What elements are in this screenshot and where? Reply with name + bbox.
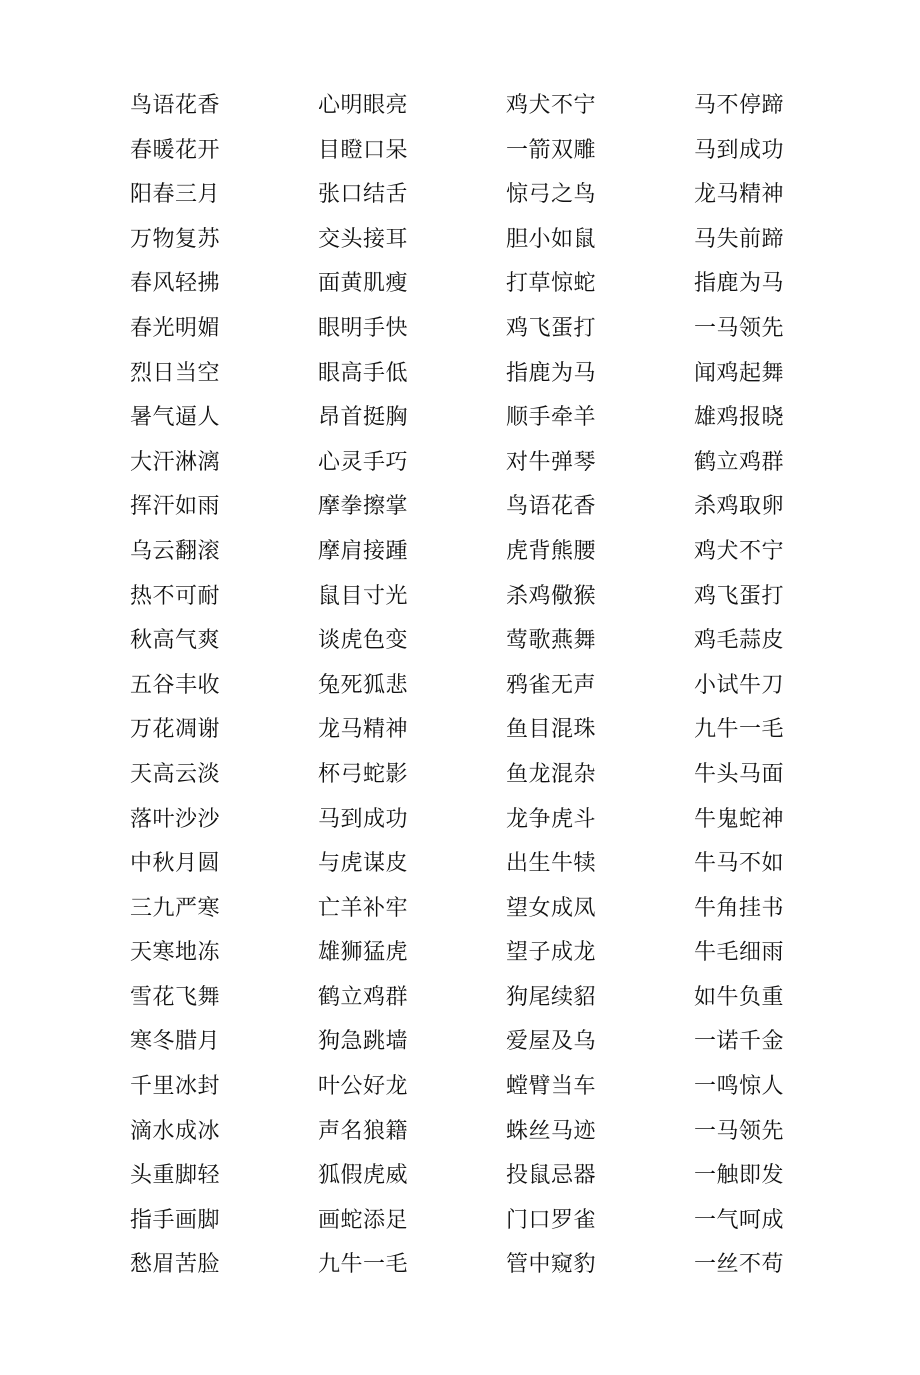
idiom-cell: 投鼠忌器 — [506, 1163, 597, 1189]
idiom-cell: 一箭双雕 — [506, 137, 597, 163]
idiom-cell: 张口结舌 — [318, 182, 409, 208]
idiom-cell: 莺歌燕舞 — [506, 628, 597, 654]
idiom-cell: 鱼龙混杂 — [506, 761, 597, 787]
idiom-cell: 热不可耐 — [130, 583, 221, 609]
idiom-cell: 千里冰封 — [130, 1074, 221, 1100]
idiom-cell: 门口罗雀 — [506, 1207, 597, 1233]
idiom-cell: 鸡飞蛋打 — [694, 583, 785, 609]
idiom-cell: 一马领先 — [694, 1118, 785, 1144]
idiom-cell: 指鹿为马 — [506, 360, 597, 386]
idiom-cell: 万花凋谢 — [130, 717, 221, 743]
idiom-cell: 马到成功 — [694, 137, 785, 163]
idiom-cell: 马到成功 — [318, 806, 409, 832]
idiom-cell: 春暖花开 — [130, 137, 221, 163]
idiom-cell: 阳春三月 — [130, 182, 221, 208]
idiom-cell: 滴水成冰 — [130, 1118, 221, 1144]
idiom-cell: 鸡毛蒜皮 — [694, 628, 785, 654]
idiom-cell: 秋高气爽 — [130, 628, 221, 654]
idiom-cell: 牛头马面 — [694, 761, 785, 787]
idiom-cell: 杯弓蛇影 — [318, 761, 409, 787]
idiom-cell: 春风轻拂 — [130, 271, 221, 297]
idiom-cell: 乌云翻滚 — [130, 538, 221, 564]
idiom-cell: 小试牛刀 — [694, 672, 785, 698]
idiom-cell: 与虎谋皮 — [318, 851, 409, 877]
idiom-cell: 万物复苏 — [130, 226, 221, 252]
idiom-cell: 牛马不如 — [694, 851, 785, 877]
idiom-cell: 三九严寒 — [130, 895, 221, 921]
idiom-cell: 杀鸡儆猴 — [506, 583, 597, 609]
idiom-cell: 狗急跳墙 — [318, 1029, 409, 1055]
idiom-cell: 落叶沙沙 — [130, 806, 221, 832]
idiom-cell: 大汗淋漓 — [130, 449, 221, 475]
idiom-cell: 雄鸡报晓 — [694, 405, 785, 431]
idiom-cell: 昂首挺胸 — [318, 405, 409, 431]
idiom-cell: 烈日当空 — [130, 360, 221, 386]
idiom-cell: 天高云淡 — [130, 761, 221, 787]
idiom-cell: 马不停蹄 — [694, 93, 785, 118]
idiom-cell: 声名狼籍 — [318, 1118, 409, 1144]
idiom-cell: 鼠目寸光 — [318, 583, 409, 609]
idiom-cell: 顺手牵羊 — [506, 405, 597, 431]
idiom-cell: 摩肩接踵 — [318, 538, 409, 564]
idiom-grid — [130, 84, 814, 1288]
idiom-cell: 一气呵成 — [694, 1207, 785, 1233]
idiom-cell: 心灵手巧 — [318, 449, 409, 475]
idiom-cell: 一马领先 — [694, 315, 785, 341]
idiom-cell: 龙马精神 — [694, 182, 785, 208]
idiom-cell: 眼高手低 — [318, 360, 409, 386]
idiom-cell: 愁眉苦脸 — [130, 1252, 221, 1278]
idiom-cell: 寒冬腊月 — [130, 1029, 221, 1055]
idiom-cell: 蛛丝马迹 — [506, 1118, 597, 1144]
idiom-cell: 牛角挂书 — [694, 895, 785, 921]
idiom-cell: 鹤立鸡群 — [318, 984, 409, 1010]
idiom-cell: 打草惊蛇 — [506, 271, 597, 297]
idiom-cell: 闻鸡起舞 — [694, 360, 785, 386]
idiom-cell: 鸟语花香 — [130, 93, 221, 118]
idiom-cell: 指鹿为马 — [694, 271, 785, 297]
idiom-cell: 虎背熊腰 — [506, 538, 597, 564]
idiom-cell: 鹤立鸡群 — [694, 449, 785, 475]
idiom-cell: 龙马精神 — [318, 717, 409, 743]
idiom-cell: 龙争虎斗 — [506, 806, 597, 832]
idiom-cell: 头重脚轻 — [130, 1163, 221, 1189]
idiom-cell: 对牛弹琴 — [506, 449, 597, 475]
idiom-cell: 管中窥豹 — [506, 1252, 597, 1278]
idiom-cell: 叶公好龙 — [318, 1074, 409, 1100]
idiom-cell: 摩拳擦掌 — [318, 494, 409, 520]
idiom-cell: 五谷丰收 — [130, 672, 221, 698]
idiom-cell: 出生牛犊 — [506, 851, 597, 877]
idiom-cell: 暑气逼人 — [130, 405, 221, 431]
idiom-cell: 胆小如鼠 — [506, 226, 597, 252]
idiom-cell: 兔死狐悲 — [318, 672, 409, 698]
idiom-cell: 马失前蹄 — [694, 226, 785, 252]
idiom-cell: 雄狮猛虎 — [318, 940, 409, 966]
idiom-cell: 牛鬼蛇神 — [694, 806, 785, 832]
idiom-cell: 一触即发 — [694, 1163, 785, 1189]
idiom-cell: 望女成凤 — [506, 895, 597, 921]
idiom-cell: 螳臂当车 — [506, 1074, 597, 1100]
idiom-cell: 春光明媚 — [130, 315, 221, 341]
idiom-cell: 爱屋及乌 — [506, 1029, 597, 1055]
idiom-cell: 交头接耳 — [318, 226, 409, 252]
idiom-cell: 杀鸡取卵 — [694, 494, 785, 520]
idiom-cell: 指手画脚 — [130, 1207, 221, 1233]
idiom-cell: 一丝不苟 — [694, 1252, 785, 1278]
idiom-cell: 狐假虎威 — [318, 1163, 409, 1189]
idiom-cell: 鸦雀无声 — [506, 672, 597, 698]
idiom-cell: 如牛负重 — [694, 984, 785, 1010]
idiom-cell: 鸡犬不宁 — [694, 538, 785, 564]
idiom-cell: 望子成龙 — [506, 940, 597, 966]
idiom-cell: 眼明手快 — [318, 315, 409, 341]
idiom-cell: 心明眼亮 — [318, 93, 409, 118]
idiom-cell: 惊弓之鸟 — [506, 182, 597, 208]
idiom-cell: 鸡犬不宁 — [506, 93, 597, 118]
idiom-cell: 九牛一毛 — [694, 717, 785, 743]
idiom-cell: 画蛇添足 — [318, 1207, 409, 1233]
idiom-cell: 鱼目混珠 — [506, 717, 597, 743]
idiom-cell: 目瞪口呆 — [318, 137, 409, 163]
idiom-cell: 天寒地冻 — [130, 940, 221, 966]
idiom-cell: 挥汗如雨 — [130, 494, 221, 520]
idiom-cell: 九牛一毛 — [318, 1252, 409, 1278]
idiom-cell: 面黄肌瘦 — [318, 271, 409, 297]
idiom-cell: 鸟语花香 — [506, 494, 597, 520]
idiom-cell: 谈虎色变 — [318, 628, 409, 654]
idiom-cell: 鸡飞蛋打 — [506, 315, 597, 341]
idiom-cell: 亡羊补牢 — [318, 895, 409, 921]
idiom-cell: 牛毛细雨 — [694, 940, 785, 966]
idiom-cell: 狗尾续貂 — [506, 984, 597, 1010]
idiom-cell: 一鸣惊人 — [694, 1074, 785, 1100]
idiom-cell: 一诺千金 — [694, 1029, 785, 1055]
idiom-cell: 雪花飞舞 — [130, 984, 221, 1010]
idiom-cell: 中秋月圆 — [130, 851, 221, 877]
